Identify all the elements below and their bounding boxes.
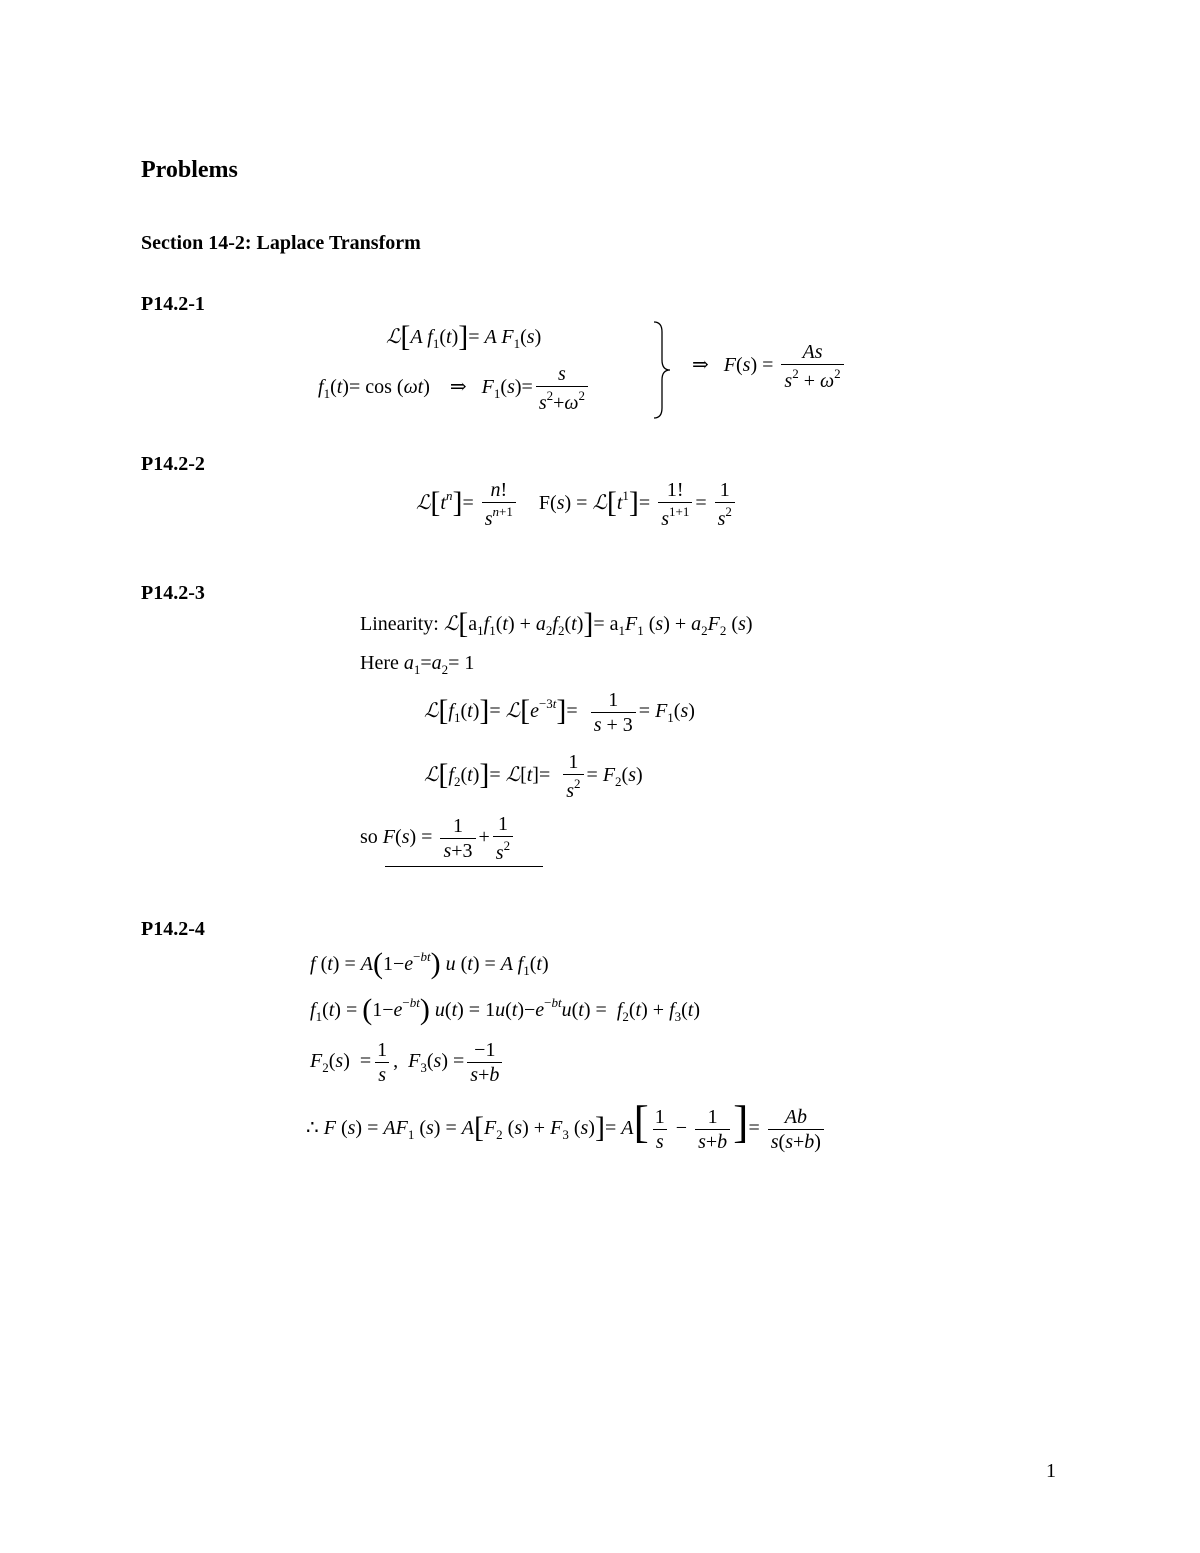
p3-linearity-label: Linearity: [360, 613, 439, 635]
p1-equation-cos: $f_1(t)= \cos (\omega t)$ ⇒ $F_1(s)=$ $\frac{s}{s^2+\omega^2}$ [318, 364, 591, 413]
page-title: Problems [141, 157, 238, 183]
p3-here-label: Here [360, 652, 399, 674]
p3-linearity-line: Linearity: $ℒ[a_1f_1(t) + a_2f_2(t)]= a_1F_1$ $(s) + a_2F_2$ (s) [360, 607, 753, 640]
p4-equation-f2-f3: $F_2(s)$ = $\frac{1}{s}$ , $F_3(s)$ = $\frac{-1}{s+b}$ [310, 1040, 505, 1085]
p4-equation-f: f $(t) = A(1-e^{-bt})$ u (t) = A $f_1(t)$ [310, 947, 549, 980]
p1-right-brace [652, 320, 672, 420]
p4-equation-f1: $f_1(t) = (1-e^{-bt}) u(t) = 1u(t)-e^{-bt}u(t) = f_2(t) + f_3(t)$ [310, 993, 701, 1026]
p1-equation-linearity: ℒ[A $f_1(t)]= A$ $F_1(s)$ [386, 320, 542, 353]
problem-label-p14-2-3: P14.2-3 [141, 582, 205, 604]
p3-equation-f1: $ℒ[f_1(t)]=$ $ℒ[e^{-3t}]=$ $\frac{1}{s + 3}$ = $F_1(s)$ [424, 689, 695, 736]
p3-equation-f2: $ℒ[f_2(t)]=$ ℒ[t]= $\frac{1}{s^2}$ = $F_2(s)$ [424, 751, 643, 802]
p4-equation-result: ∴ F $(s) = AF_1$ $(s) = A[F_2$ $(s) + F_3$ (s)]= A[ $\frac{1}{s}$ − $\frac{1}{s+b}$ ]= $\frac{Ab}{s(s+b)}$ [306, 1104, 827, 1152]
section-heading: Section 14-2: Laplace Transform [141, 232, 421, 254]
p3-so-label: so [360, 826, 378, 849]
p3-result-underline [385, 866, 543, 867]
p3-equation-result: so F(s) = $\frac{1}{s+3}$ + $\frac{1}{s^2}$ [360, 814, 516, 863]
problem-label-p14-2-1: P14.2-1 [141, 293, 205, 315]
p3-here-line: Here $a_1=a_2= 1$ [360, 652, 475, 677]
problem-label-p14-2-2: P14.2-2 [141, 453, 205, 475]
p1-equation-result: ⇒ F(s) = $\frac{As}{s^2 + \omega^2}$ [692, 342, 847, 391]
problem-label-p14-2-4: P14.2-4 [141, 918, 205, 940]
p2-equation: $ℒ[t^n]=$ $\frac{n!}{s^{n+1}}$ $F(s) = ℒ[t^1]=$ $\frac{1!}{s^{1+1}}$ = $\frac{1}{s^2}$ [416, 480, 738, 529]
page-number: 1 [1046, 1460, 1056, 1482]
